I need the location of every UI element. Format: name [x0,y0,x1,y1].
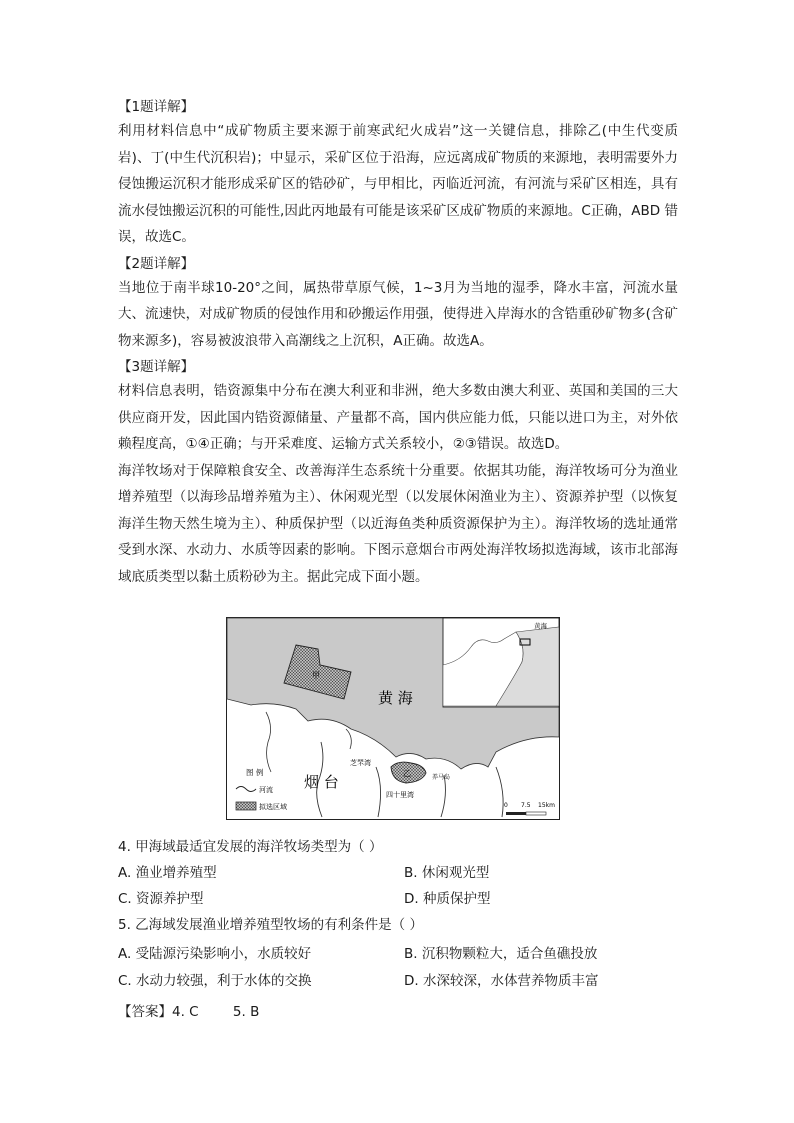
q4-option-a[interactable]: A. 渔业增养殖型 [118,865,217,881]
bay3-label: 养马岛 [432,774,451,781]
legend-river: 河流 [259,786,273,794]
section-1-heading: 【1题详解】 [118,99,195,115]
q4-option-c[interactable]: C. 资源养护型 [118,891,204,907]
legend-zone-icon [236,802,256,810]
section-3-text: 材料信息表明，锆资源集中分布在澳大利亚和非洲，绝大多数由澳大利亚、英国和美国的三大供应商开发，因此国内锆资源储量、产量都不高，国内供应能力低，只能以进口为主，对外依赖程度高，①④正确；与开采难度、运输方式关系较小，②③错误。故选D。 [118,383,678,452]
question-5-stem: 5. 乙海域发展渔业增养殖型牧场的有利条件是（ ） [118,917,423,933]
explanation-block [118,96,678,590]
answer-line: 【答案】4. C 5. B [118,1004,260,1020]
q5-option-a[interactable]: A. 受陆源污染影响小，水质较好 [118,946,312,962]
q5-option-d[interactable]: D. 水深较深，水体营养物质丰富 [404,973,599,989]
scale-0: 0 [504,802,508,809]
scale-mid: 7.5 [521,802,531,809]
q4-option-b[interactable]: B. 休闲观光型 [404,865,490,881]
section-2-heading: 【2题详解】 [118,255,195,272]
map-figure [226,617,560,820]
scale-end: 15km [538,802,555,809]
legend-zone: 拟选区域 [259,803,287,811]
zone-a-label: 甲 [312,671,320,680]
section-3-heading: 【3题详解】 [118,359,195,375]
bay1-label: 芝罘湾 [350,759,371,767]
bay2-label: 四十里湾 [386,791,414,799]
legend-title: 图 例 [246,768,264,777]
question-4-stem: 4. 甲海域最适宜发展的海洋牧场类型为（ ） [118,839,383,855]
zone-b-label: 乙 [403,769,411,778]
section-2-text: 当地位于南半球10-20°之间，属热带草原气候，1~3月为当地的湿季，降水丰富，河流水量大、流速快，对成矿物质的侵蚀作用和砂搬运作用强，使得进入岸海水的含锆重砂矿物多(含矿物来源多)，容易被波浪带入高潮线之上沉积，A正确。故选A。 [118,279,678,349]
inset-label: 黄海 [534,622,547,630]
question-intro: 海洋牧场对于保障粮食安全、改善海洋生态系统十分重要。依据其功能，海洋牧场可分为渔业增养殖型（以海珍品增养殖为主）、休闲观光型（以发展休闲渔业为主）、资源养护型（以恢复海洋生物天然生境为主）、种质保护型（以近海鱼类种质资源保护为主）。海洋牧场的选址通常受到水深、水动力、水质等因素的影响。下图示意烟台市两处海洋牧场拟选海域，该市北部海域底质类型以黏土质粉砂为主。据此完成下面小题。 [118,462,678,585]
city-label: 烟 台 [304,773,339,791]
section-1-text: 利用材料信息中“成矿物质主要来源于前寒武纪火成岩”这一关键信息，排除乙(中生代变质岩)、丁(中生代沉积岩)；中显示，采矿区位于沿海，应远离成矿物质的来源地，表明需要外力侵蚀搬运沉积才能形成采矿区的锆砂矿，与甲相比，丙临近河流，有河流与采矿区相连，具有流水侵蚀搬运沉积的可能性,因此丙地最有可能是该采矿区成矿物质的来源地。C正确，ABD 错误，故选C。 [118,123,678,245]
q5-option-b[interactable]: B. 沉积物颗粒大，适合鱼礁投放 [404,946,598,962]
map-svg [226,617,560,820]
q4-option-d[interactable]: D. 种质保护型 [404,891,491,907]
q5-option-c[interactable]: C. 水动力较强，利于水体的交换 [118,973,312,989]
sea-label: 黄 海 [378,689,413,707]
